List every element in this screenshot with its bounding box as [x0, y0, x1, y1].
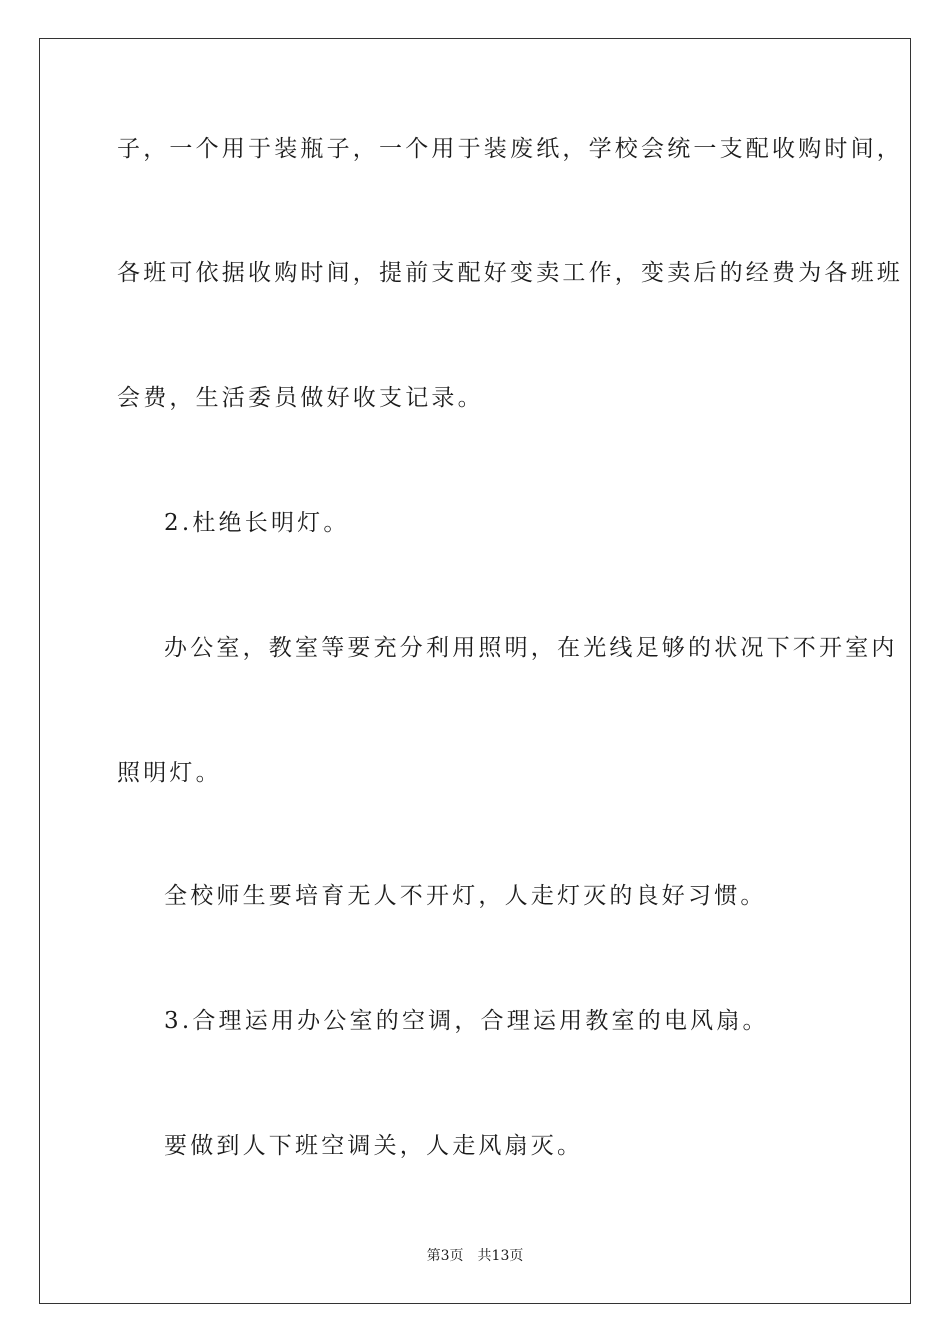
page-footer [0, 1246, 950, 1266]
body-text-line: 照明灯。 [117, 760, 222, 786]
total-pages: 共13页 [477, 1248, 524, 1264]
section-heading: 2.杜绝长明灯。 [164, 510, 350, 536]
body-text-line: 要做到人下班空调关，人走风扇灭。 [164, 1133, 584, 1159]
body-text-line: 会费，生活委员做好收支记录。 [117, 385, 484, 411]
section-heading: 3.合理运用办公室的空调，合理运用教室的电风扇。 [164, 1008, 769, 1034]
body-text-line: 子，一个用于装瓶子，一个用于装废纸，学校会统一支配收购时间， [117, 136, 903, 162]
page-number: 第3页 [426, 1248, 464, 1264]
body-text-line: 办公室，教室等要充分利用照明，在光线足够的状况下不开室内 [164, 635, 898, 661]
body-text-line: 全校师生要培育无人不开灯，人走灯灭的良好习惯。 [164, 883, 767, 909]
body-text-line: 各班可依据收购时间，提前支配好变卖工作，变卖后的经费为各班班 [117, 260, 903, 286]
page-border [39, 38, 911, 1304]
